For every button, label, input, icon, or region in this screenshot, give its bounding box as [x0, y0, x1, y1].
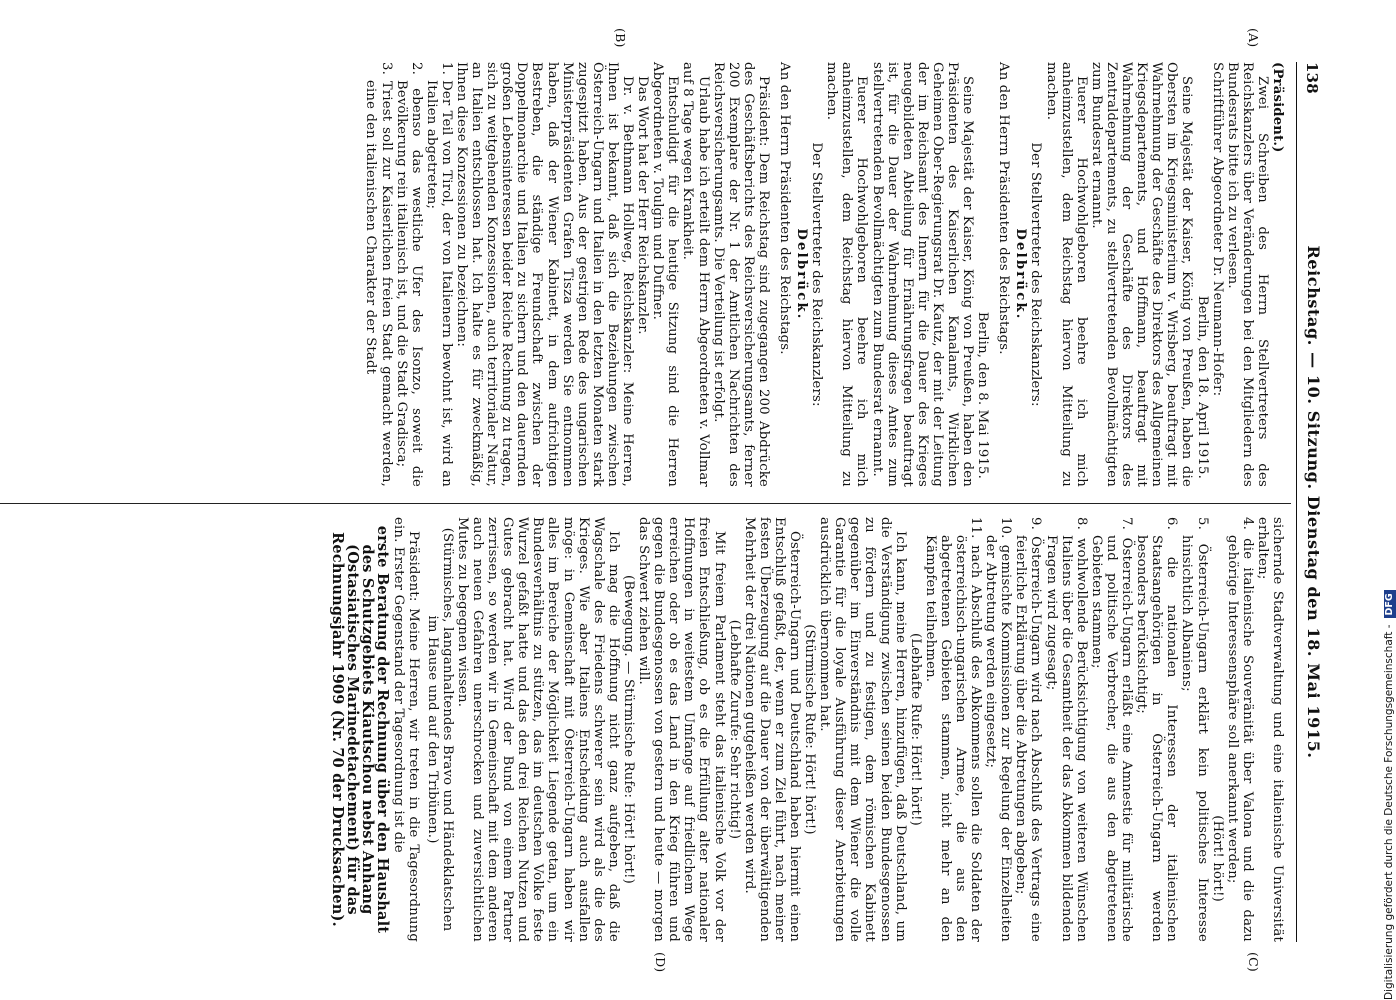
letter-date: Berlin, den 18. April 1915. [1194, 295, 1210, 479]
list-item: 9. Österreich-Ungarn wird nach Abschluß des Vertrags eine feierliche Erklärung über die Abtretungen abgeben; [1013, 517, 1044, 942]
letter-body: Seine Majestät der Kaiser, König von Preußen, haben die Obersten im Kriegsministerium v. Wrisberg, beauftragt mit Wahrnehmung der Geschäfte des Direktors des Allgemeinen Kriegsdepartements, und Hoffmann, beauftragt mit Wahrnehmung der Geschäfte des Direktors des Zentraldepartements, zu stellvertretenden Bevollmächtigten zum Bundesrat ernannt. [1088, 62, 1195, 487]
paragraph: sichernde Stadtverwaltung und eine italienische Universität erhalten; [1254, 517, 1285, 942]
paragraph: Ich mag die Hoffnung nicht ganz aufgeben, daß die Wagschale des Friedens schwerer sein wird als die des Krieges. Wie aber Italiens Entscheidung auch ausfallen möge: in Gemeinschaft mit Österreich-Ungarn haben wir alles im Bereiche der Möglichkeit Liegende getan, um ein Bundesverhältnis zu stützen, das im deutschen Volke feste Wurzel gefaßt hatte und das den drei Reichen Nutzen und Gutes gebracht hat. Wird der Bund von einem Partner zerrissen, so werden wir in Gemeinschaft mit dem anderen auch neuen Gefahren unerschrocken und zuversichtlichen Mutes zu begegnen wissen. [454, 517, 621, 942]
letter-address: An den Herrn Präsidenten des Reichstags. [996, 62, 1012, 355]
interjection: (Stürmische Rufe: Hört! hört!) [802, 624, 818, 835]
right-column [330, 517, 1285, 942]
interjection: (Hört! hört!) [1209, 815, 1225, 902]
list-item: 7. Österreich-Ungarn erläßt eine Amnestie für militärische und politische Verbrecher, die aus den abgetretenen Gebieten stammen; [1088, 517, 1135, 942]
interjection: (Lebhafte Zurufe: Sehr richtig!) [726, 619, 742, 840]
list-item: 6. die nationalen Interessen der italienischen Staatsangehörigen in Österreich-Ungarn werden besonders berücksichtigt; [1134, 517, 1180, 942]
margin-marker-b: (B) [613, 28, 628, 48]
list-item: 2. ebenso das westliche Ufer des Isonzo, soweit die Bevölkerung rein italienisch ist, und die Stadt Gradisca; [393, 62, 424, 487]
interjection: (Bewegung. — Stürmische Rufe: Hört! hört!) [620, 574, 636, 885]
president-statement: Präsident: Meine Herren, wir treten in die Tagesordnung ein. Erster Gegenstand der Tagesordnung ist die [390, 517, 421, 942]
list-item: 3. Triest soll zur Kaiserlichen freien Stadt gemacht werden, eine den italienischen Charakter der Stadt [363, 62, 394, 487]
president-statement: Präsident: Dem Reichstag sind zugegangen 200 Abdrücke des Geschäftsberichts des Reichsversicherungsamts, ferner 200 Exemplare der Nr. 1 der Amtlichen Nachrichten des Reichsversicherungsamts. Die Verteilung ist erfolgt. [710, 62, 771, 487]
margin-marker-d: (D) [653, 952, 668, 973]
paragraph: Ich kann, meine Herren, hinzufügen, daß Deutschland, um die Verständigung zwischen seinen beiden Bundesgenossen zu fördern und zu festigen, dem römischen Kabinett gegenüber im Einverständnis mit dem Wiener die volle Garantie für die loyale Ausführung dieser Anerbietungen ausdrücklich übernommen hat. [817, 517, 908, 942]
chancellor-speech: Dr. v. Bethmann Hollweg, Reichskanzler: Meine Herren, Ihnen ist bekannt, daß sich die Beziehungen zwischen Österreich-Ungarn und Italien in den letzten Monaten stark zugespitzt haben. Aus der gestrigen Rede des ungarischen Ministerpräsidenten Grafen Tisza werden Sie entnommen haben, daß der Wiener Kabinett, in dem aufrichtigen Bestreben, die ständige Freundschaft zwischen der Doppelmonarchie und Italien zu sichern und den dauernden großen Lebensinteressen beider Reiche Rechnung zu tragen, sich zu weitgehenden Konzessionen, auch territorialer Natur, an Italien entschlossen hat. Ich halte es für zweckmäßig, Ihnen diese Konzessionen zu bezeichnen: [454, 62, 636, 487]
list-item: 10. gemischte Kommissionen zur Regelung der Einzelheiten der Abtretung werden eingesetzt; [983, 517, 1014, 942]
agenda-item: erste Beratung der Rechnung über den Haushalt des Schutzgebiets Kiautschou nebst Anhang (Ostasiatisches Marinedetachement) für das Rechnungsjahr 1909 (Nr. 70 der Drucksachen). [329, 525, 392, 934]
paragraph: Entschuldigt für die heutige Sitzung sind die Herren Abgeordneten v. Toulgin und Duffner. [650, 62, 681, 487]
paragraph: Mit freiem Parlament steht das italienische Volk vor der freien Entschließung, ob es die Erfüllung alter nationaler Hoffnungen in weitestem Umfange auf friedlichem Wege erreichen oder ob es das Land in den Krieg führen und gegen die Bundesgenossen von gestern und heute — morgen das Schwert ziehen will. [636, 517, 727, 942]
speaker-line: Schriftführer Abgeordneter Dr. Neumann-Hofer: [1209, 62, 1225, 397]
credit-line [1383, 0, 1396, 1000]
paragraph: Das Wort hat der Herr Reichskanzler. [635, 76, 651, 335]
column-divider [0, 503, 1291, 504]
letter-body: Euerer Hochwohlgeboren beehre ich mich anheimzustellen, dem Reichstag hiervon Mitteilung zu machen. [824, 62, 870, 487]
page-number: 138 [1303, 62, 1321, 94]
left-column [363, 62, 1285, 487]
paragraph: Urlaub habe ich erteilt dem Herrn Abgeordneten v. Vollmar auf 8 Tage wegen Krankheit. [680, 62, 711, 487]
header-title: Reichstag. — 10. Sitzung. Dienstag den 18. Mai 1915. [1304, 245, 1323, 759]
letter-signature-title: Der Stellvertreter des Reichskanzlers: [1028, 142, 1044, 407]
letter-date: Berlin, den 8. Mai 1915. [975, 311, 991, 479]
letter-body: Seine Majestät der Kaiser, König von Preußen, haben den Präsidenten des Kaiserlichen Kanalamts, Wirklichen Geheimen Ober-Regierungsrat Dr. Kautz, der mit der Leitung der im Reichsamt des Innern für die Dauer des Krieges neugebildeten Abteilung für Ernährungsfragen beauftragt ist, für die Dauer der Wahrnehmung dieses Amtes zum stellvertretenden Bevollmächtigten zum Bundesrat ernannt. [869, 62, 976, 487]
digitization-credit [1365, 0, 1395, 1000]
margin-marker-a: (A) [1246, 28, 1261, 48]
interjection: (Lebhafte Rufe: Hört! hört!) [907, 632, 923, 827]
interjection: (Stürmisches, langanhaltendes Bravo und Händeklatschen im Hause und auf den Tribünen.) [424, 527, 455, 932]
dfg-logo: DFG [1384, 590, 1396, 618]
list-item: 5. Österreich-Ungarn erklärt kein politisches Interesse hinsichtlich Albaniens; [1179, 517, 1210, 942]
letter-address: An den Herrn Präsidenten des Reichstags. [777, 62, 792, 355]
paragraph: Österreich-Ungarn und Deutschland haben hiermit einen Entschluß gefaßt, der, wenn er zum Ziel führt, nach meiner festen Überzeugung auf die Dauer von der überwältigenden Mehrheit der drei Nationen gutgeheißen werden wird. [741, 517, 802, 942]
list-item: 11. nach Abschluß des Abkommens sollen die Soldaten der österreichisch-ungarischen Armee, die aus den abgetretenen Gebieten stammen, nicht mehr an den Kämpfen teilnehmen. [922, 517, 984, 942]
letter-signature-name: Delbrück. [1013, 228, 1029, 321]
letter-signature-title: Der Stellvertreter des Reichskanzlers: [809, 142, 825, 407]
letter-signature-name: Delbrück. [794, 228, 810, 321]
list-item: 8. wohlwollende Berücksichtigung von weiteren Wünschen Italiens über die Gesamtheit der das Abkommen bildenden Fragen wird zugesagt; [1043, 517, 1089, 942]
speaker-label: (Präsident.) [1270, 62, 1285, 153]
list-item: 4. die italienische Souveränität über Valona und die dazu gehörige Interessensphäre soll anerkannt werden; [1224, 517, 1255, 942]
credit-text: Digitalisierung gefördert durch die Deutsche Forschungsgemeinschaft - [1383, 624, 1395, 1000]
paragraph: Zwei Schreiben des Herrn Stellvertreters des Reichskanzlers über Veränderungen bei den Mitgliedern des Bundesrats bitte ich zu verlesen. [1224, 62, 1270, 487]
list-item: 1. Der Teil von Tirol, der von Italienern bewohnt ist, wird an Italien abgetreten; [423, 62, 454, 487]
margin-marker-c: (C) [1246, 952, 1261, 972]
running-header [1296, 62, 1323, 942]
letter-body: Euerer Hochwohlgeboren beehre ich mich anheimzustellen, dem Reichstag hiervon Mitteilung zu machen. [1043, 62, 1089, 487]
